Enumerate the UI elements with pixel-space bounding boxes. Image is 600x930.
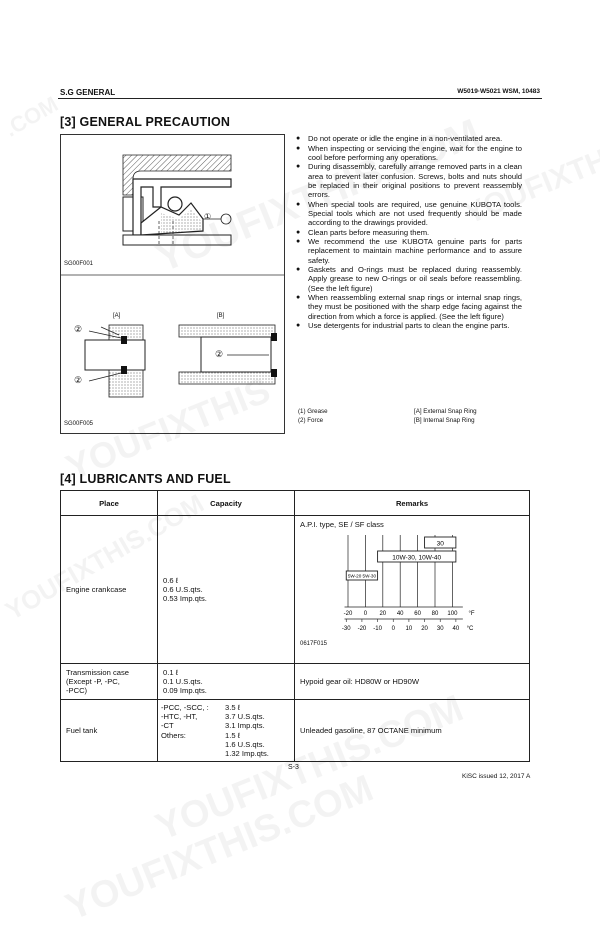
header-rule: [58, 98, 542, 99]
capacity-line: 0.53 Imp.qts.: [163, 594, 207, 603]
figure-b-label: [B]: [217, 313, 225, 319]
place-cell: Engine crankcase: [61, 516, 158, 664]
capacity-cell: [158, 516, 295, 664]
force-callout-b: ②: [215, 349, 224, 359]
viscosity-chart: [300, 531, 520, 639]
viscosity-bar-label: 10W-30, 10W-40: [392, 554, 442, 562]
section-title-lubricants: [4] LUBRICANTS AND FUEL: [60, 472, 231, 486]
force-callout-a-top: ②: [74, 324, 83, 334]
place-cell: Fuel tank: [61, 700, 158, 762]
viscosity-bar-label: 5W-20 5W-30: [347, 573, 377, 579]
viscosity-chart-bars: [346, 537, 456, 580]
column-header-capacity: Capacity: [158, 491, 295, 516]
capacity-cell: [158, 664, 295, 700]
fuel-model-line: -HTC, -HT,: [161, 711, 198, 721]
celsius-tick-label: 20: [421, 626, 428, 632]
fahrenheit-tick-label: 40: [396, 611, 404, 617]
fahrenheit-tick-label: 0: [363, 611, 368, 617]
capacity-line: 0.6 U.S.qts.: [163, 585, 203, 594]
precaution-item: ● During disassembly, carefully arrange removed parts in a clean area to prevent later confusion. Screws, bolts and nuts should be replaced in their original positions to prevent reassembly errors.: [296, 162, 522, 199]
legend-internal-snap-ring: [B] Internal Snap Ring: [414, 417, 475, 424]
running-header-left: S.G GENERAL: [60, 88, 116, 97]
legend-force: (2) Force: [298, 417, 324, 424]
table-header-row: [61, 491, 530, 516]
chart-code: 0617F015: [300, 641, 328, 647]
fahrenheit-tick-label: 60: [414, 611, 421, 617]
watermark-text: [0, 91, 63, 142]
capacity-line: 0.09 Imp.qts.: [163, 686, 207, 695]
fahrenheit-tick-label: -20: [343, 611, 353, 617]
celsius-tick-label: 30: [436, 626, 444, 632]
precaution-item: ● Use detergents for industrial parts to clean the engine parts.: [296, 321, 522, 330]
force-callout-a-bottom: ②: [74, 375, 83, 385]
legend-grease: (1) Grease: [298, 408, 328, 415]
precaution-item: ● Clean parts before measuring them.: [296, 228, 522, 237]
issued-note: KiSC issued 12, 2017 A: [462, 773, 531, 780]
capacity-line: 0.6 ℓ: [163, 576, 179, 585]
celsius-tick-label: -20: [357, 626, 367, 632]
column-header-remarks: Remarks: [295, 491, 530, 516]
fahrenheit-tick-label: 80: [431, 611, 439, 617]
celsius-tick-label: 40: [452, 626, 460, 632]
fuel-capacity-line: 1.5 ℓ: [225, 730, 241, 740]
column-header-place: Place: [61, 491, 158, 516]
section-title-general-precaution: [3] GENERAL PRECAUTION: [60, 115, 231, 129]
celsius-tick-label: 0: [391, 626, 395, 632]
viscosity-bar-label: 30: [436, 540, 444, 548]
precaution-item: ● Gaskets and O-rings must be replaced during reassembly. Apply grease to new O-rings or oil seals before reassembling. (See the left figure): [296, 265, 522, 293]
fuel-model-line: -CT: [161, 721, 174, 731]
capacity-cell: [158, 700, 295, 762]
oil-class-label: A.P.I. type, SE / SF class: [300, 520, 384, 529]
viscosity-chart-axes: [342, 607, 475, 632]
fuel-model-line: Others:: [161, 730, 186, 740]
fahrenheit-tick-label: 100: [447, 611, 458, 617]
precaution-item: ● We recommend the use KUBOTA genuine parts for parts replacement to maintain machine performance and to assure safety.: [296, 237, 522, 265]
table-row: [61, 664, 530, 700]
precaution-item: ● When reassembling external snap rings or internal snap rings, they must be positioned with the sharp edge facing against the direction from which a force is applied. (See the left figure): [296, 293, 522, 321]
celsius-tick-label: °C: [466, 626, 474, 632]
fuel-model-line: -PCC, -SCC, :: [161, 702, 209, 712]
legend-external-snap-ring: [A] External Snap Ring: [414, 408, 477, 415]
place-line: Transmission case: [66, 668, 130, 677]
capacity-line: 0.1 U.S.qts.: [163, 677, 203, 686]
place-line: -PCC): [66, 686, 88, 695]
remarks-cell: Unleaded gasoline, 87 OCTANE minimum: [295, 700, 530, 762]
running-header-right: W5019·W5021 WSM, 10483: [457, 88, 540, 95]
precaution-item: ● Do not operate or idle the engine in a non-ventilated area.: [296, 134, 522, 143]
fuel-capacity-line: 1.32 Imp.qts.: [225, 749, 269, 759]
figure-2-code: SG00F005: [64, 421, 94, 427]
fuel-capacity-line: 3.1 Imp.qts.: [225, 721, 265, 731]
figure-1-code: SG00F001: [64, 261, 94, 267]
fahrenheit-tick-label: °F: [468, 611, 475, 617]
fuel-capacity-line: 3.7 U.S.qts.: [225, 711, 265, 721]
figure-a-label: [A]: [113, 313, 121, 319]
fuel-capacity-line: 3.5 ℓ: [225, 702, 241, 712]
page-number: S-3: [288, 764, 299, 771]
precaution-item: ● When inspecting or servicing the engine, wait for the engine to cool before performing any operations.: [296, 144, 522, 162]
fahrenheit-tick-label: 20: [379, 611, 387, 617]
precaution-item: ● When special tools are required, use genuine KUBOTA tools. Special tools which are not used frequently should be made according to the drawings provided.: [296, 200, 522, 228]
celsius-tick-label: -30: [341, 626, 351, 632]
celsius-tick-label: 10: [405, 626, 413, 632]
celsius-tick-label: -10: [373, 626, 382, 632]
place-cell: [61, 664, 158, 700]
callout-1-label: ①: [204, 212, 212, 221]
remarks-cell: [295, 516, 530, 664]
capacity-line: 0.1 ℓ: [163, 668, 179, 677]
fuel-capacity-line: 1.6 U.S.qts.: [225, 739, 265, 749]
remarks-cell: Hypoid gear oil: HD80W or HD90W: [295, 664, 530, 700]
place-line: (Except -P, -PC,: [66, 677, 120, 686]
